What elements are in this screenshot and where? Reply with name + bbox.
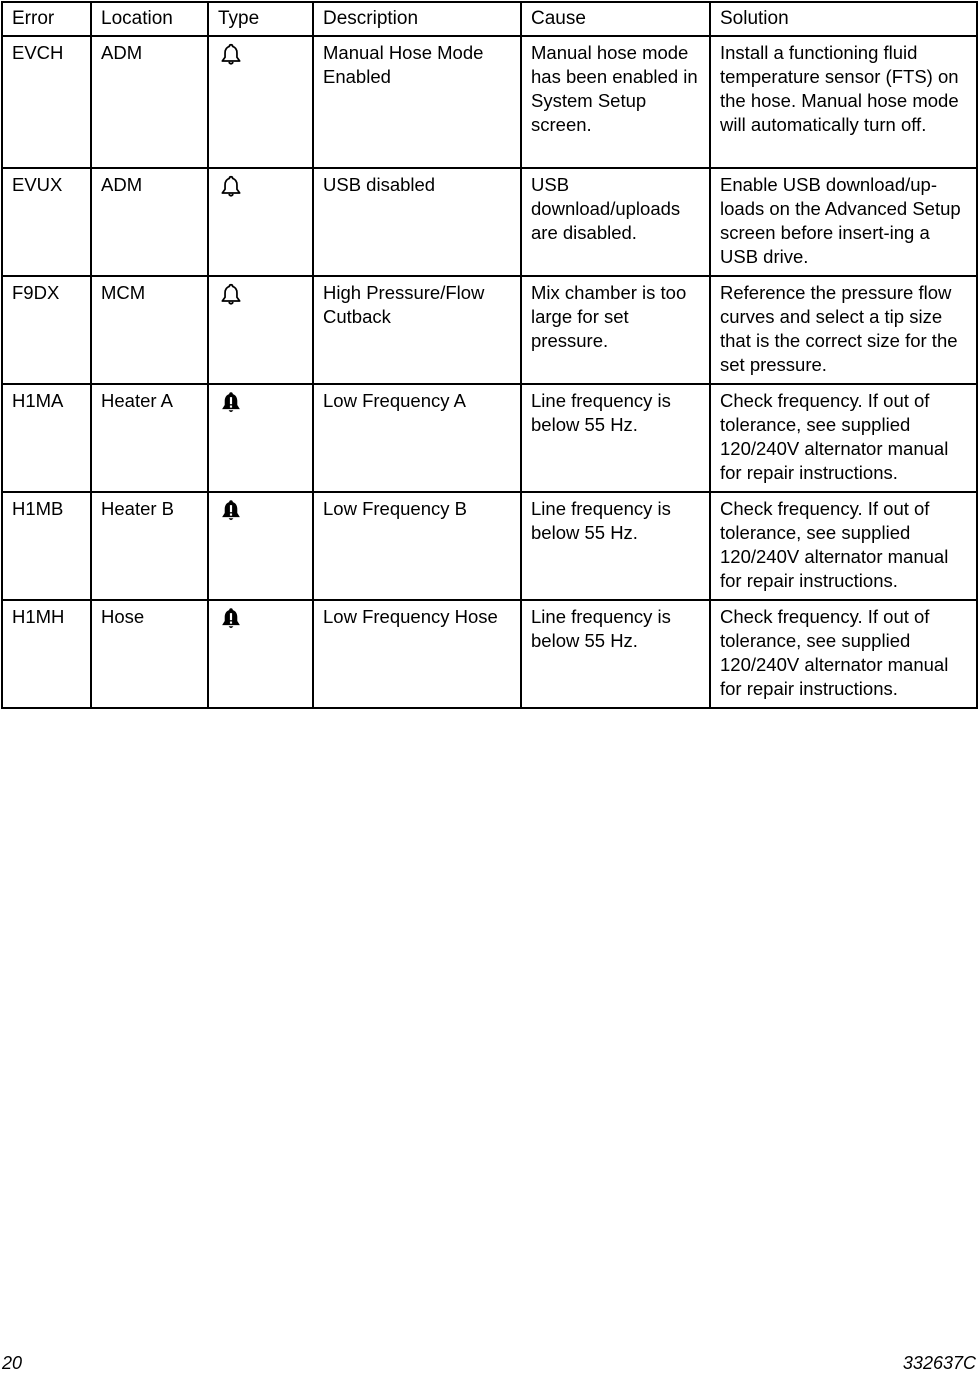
header-description: Description	[313, 2, 521, 36]
type-cell	[208, 492, 313, 600]
error-code: H1MA	[2, 384, 91, 492]
table-row	[2, 36, 977, 168]
cause: Mix chamber is too large for set pressure.	[521, 276, 710, 384]
table-header-row	[2, 2, 977, 36]
solution: Check frequency. If out of tolerance, see supplied 120/240V alternator manual for repair instructions.	[710, 600, 977, 708]
cause: Line frequency is below 55 Hz.	[521, 600, 710, 708]
description: USB disabled	[313, 168, 521, 276]
error-code: EVUX	[2, 168, 91, 276]
solution: Check frequency. If out of tolerance, see supplied 120/240V alternator manual for repair instructions.	[710, 384, 977, 492]
solution: Enable USB download/up-loads on the Advanced Setup screen before insert-ing a USB drive.	[710, 168, 977, 276]
advisory-bell-icon	[218, 41, 244, 67]
error-code: F9DX	[2, 276, 91, 384]
type-cell	[208, 36, 313, 168]
type-cell	[208, 600, 313, 708]
cause: Line frequency is below 55 Hz.	[521, 384, 710, 492]
cause: Line frequency is below 55 Hz.	[521, 492, 710, 600]
cause: USB download/uploads are disabled.	[521, 168, 710, 276]
type-cell	[208, 384, 313, 492]
document-number: 332637C	[902, 1353, 976, 1373]
location: Heater A	[91, 384, 208, 492]
location: ADM	[91, 168, 208, 276]
error-code: H1MH	[2, 600, 91, 708]
error-code: H1MB	[2, 492, 91, 600]
header-solution: Solution	[710, 2, 977, 36]
description: Low Frequency A	[313, 384, 521, 492]
cause: Manual hose mode has been enabled in System Setup screen.	[521, 36, 710, 168]
header-cause: Cause	[521, 2, 710, 36]
header-error: Error	[2, 2, 91, 36]
advisory-bell-icon	[218, 281, 244, 307]
solution: Install a functioning fluid temperature sensor (FTS) on the hose. Manual hose mode will automatically turn off.	[710, 36, 977, 168]
table-row	[2, 600, 977, 708]
solution: Reference the pressure flow curves and select a tip size that is the correct size for the set pressure.	[710, 276, 977, 384]
page-number: 20	[2, 1353, 23, 1373]
location: MCM	[91, 276, 208, 384]
table-row	[2, 168, 977, 276]
alarm-bell-icon	[218, 389, 244, 415]
description: Manual Hose Mode Enabled	[313, 36, 521, 168]
alarm-bell-icon	[218, 497, 244, 523]
description: High Pressure/Flow Cutback	[313, 276, 521, 384]
header-type: Type	[208, 2, 313, 36]
type-cell	[208, 168, 313, 276]
solution: Check frequency. If out of tolerance, see supplied 120/240V alternator manual for repair instructions.	[710, 492, 977, 600]
description: Low Frequency B	[313, 492, 521, 600]
error-codes-table	[1, 1, 978, 709]
alarm-bell-icon	[218, 605, 244, 631]
advisory-bell-icon	[218, 173, 244, 199]
location: Hose	[91, 600, 208, 708]
error-code: EVCH	[2, 36, 91, 168]
location: ADM	[91, 36, 208, 168]
table-row	[2, 276, 977, 384]
location: Heater B	[91, 492, 208, 600]
table-row	[2, 492, 977, 600]
table-row	[2, 384, 977, 492]
type-cell	[208, 276, 313, 384]
description: Low Frequency Hose	[313, 600, 521, 708]
header-location: Location	[91, 2, 208, 36]
